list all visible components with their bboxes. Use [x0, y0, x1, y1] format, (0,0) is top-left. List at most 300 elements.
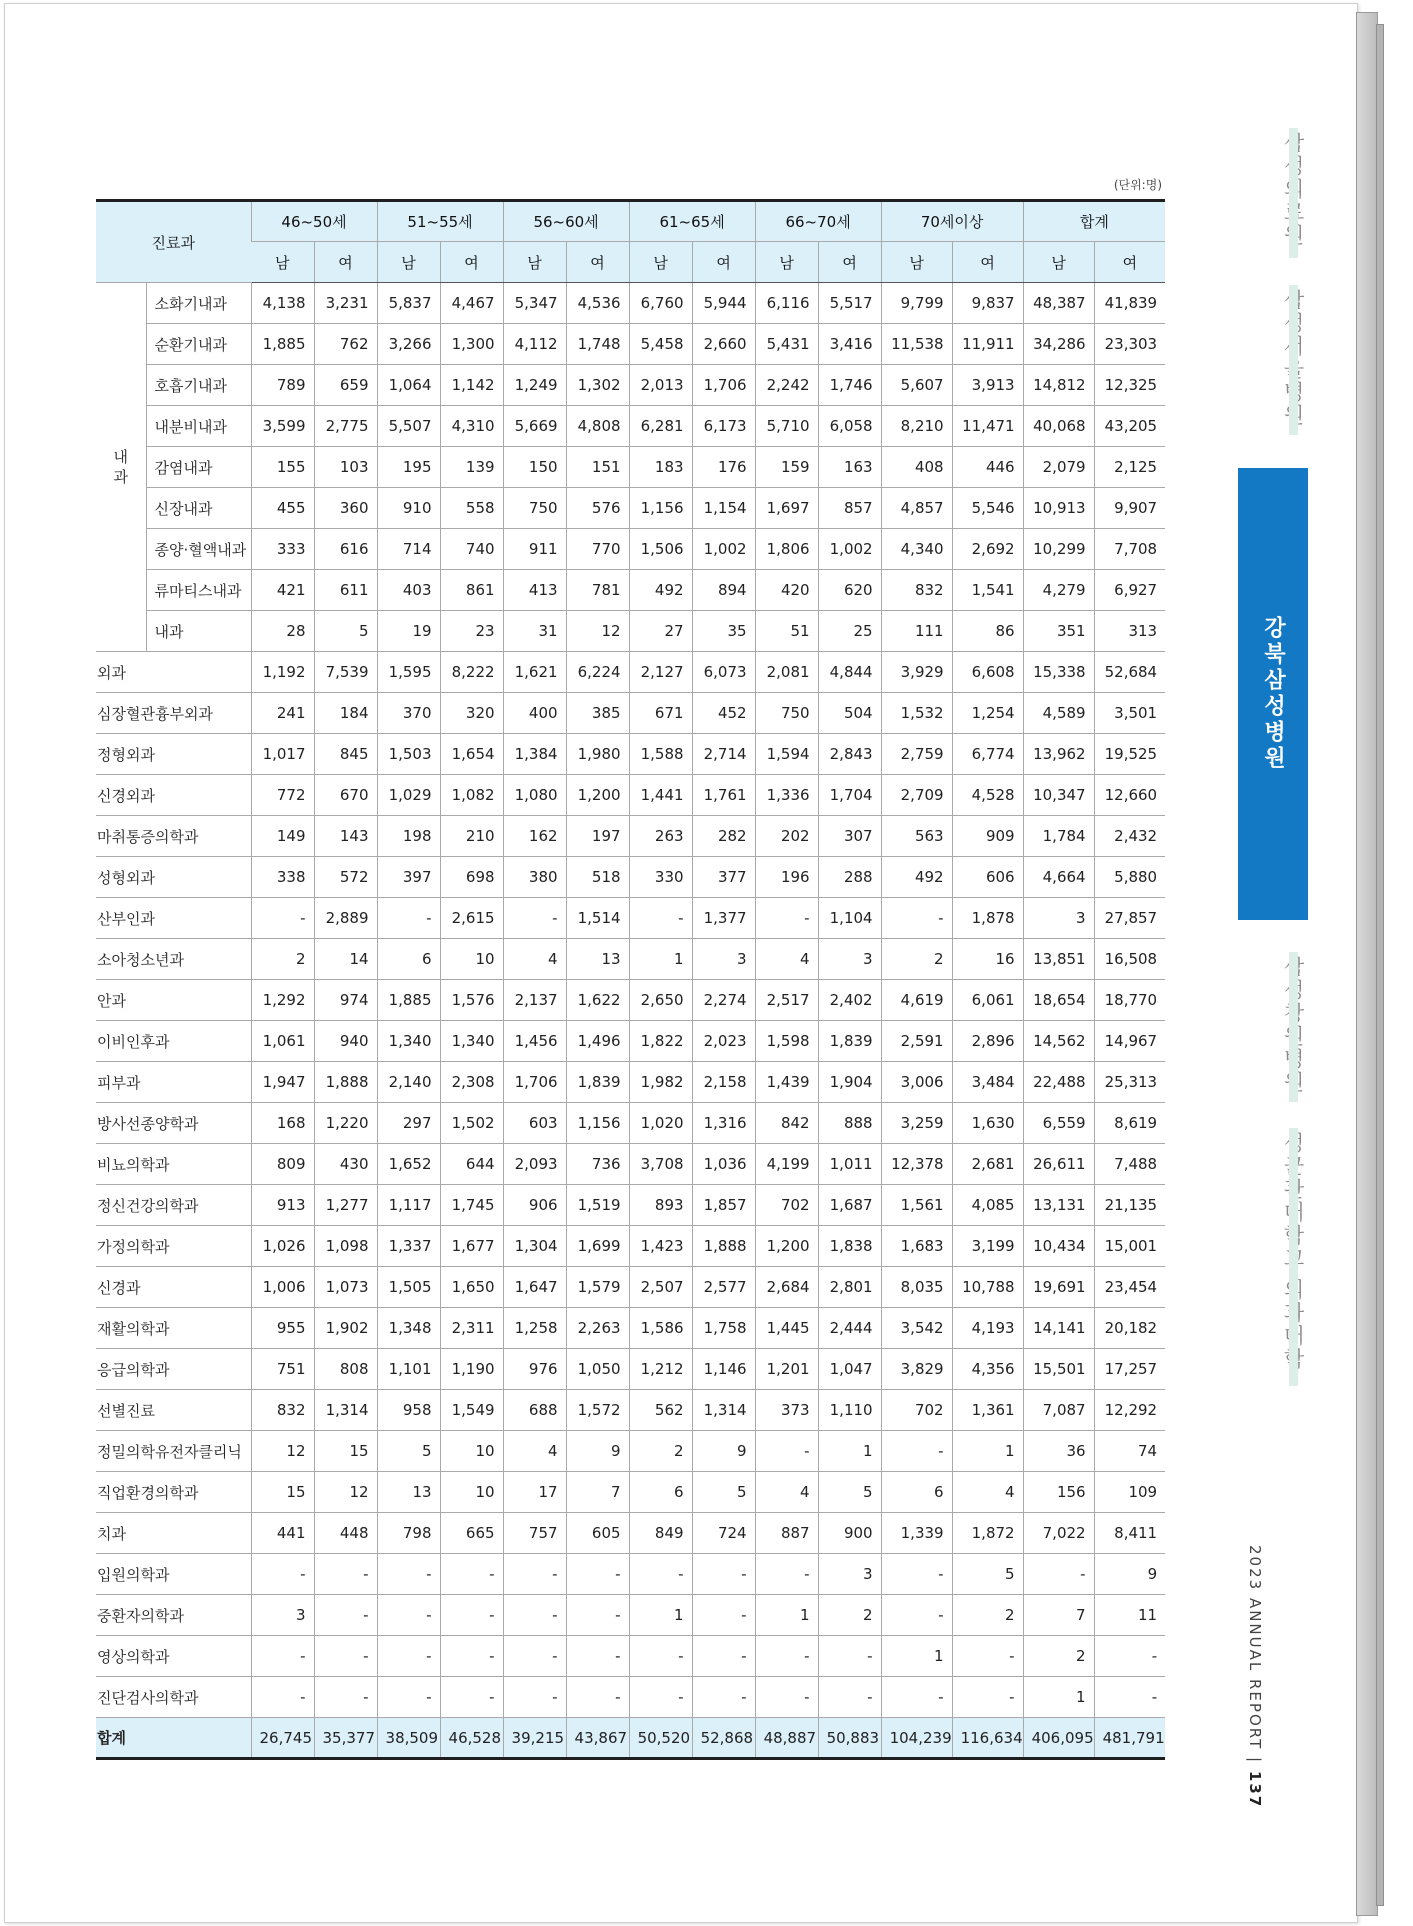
value-cell: 3,199	[952, 1226, 1023, 1267]
value-cell: 659	[314, 365, 377, 406]
value-cell: 4,356	[952, 1349, 1023, 1390]
value-cell: 11,538	[881, 324, 952, 365]
value-cell: 1,314	[314, 1390, 377, 1431]
value-cell: 5,880	[1094, 857, 1165, 898]
value-cell: 563	[881, 816, 952, 857]
value-cell: 14,141	[1023, 1308, 1094, 1349]
value-cell: 377	[692, 857, 755, 898]
value-cell: 307	[818, 816, 881, 857]
value-cell: 2,709	[881, 775, 952, 816]
value-cell: 1,885	[377, 980, 440, 1021]
value-cell: 492	[629, 570, 692, 611]
value-cell: 665	[440, 1513, 503, 1554]
department-name: 진단검사의학과	[96, 1677, 251, 1718]
value-cell: -	[251, 1636, 314, 1677]
value-cell: 210	[440, 816, 503, 857]
report-title: 2023 ANNUAL REPORT	[1246, 1545, 1264, 1751]
value-cell: 12	[566, 611, 629, 652]
value-cell: -	[377, 1677, 440, 1718]
value-cell: 772	[251, 775, 314, 816]
value-cell: 2,444	[818, 1308, 881, 1349]
value-cell: 3,259	[881, 1103, 952, 1144]
value-cell: 751	[251, 1349, 314, 1390]
table-row	[96, 1103, 1165, 1144]
value-cell: 4,808	[566, 406, 629, 447]
header-female: 여	[314, 242, 377, 283]
value-cell: -	[952, 1636, 1023, 1677]
value-cell: 11,911	[952, 324, 1023, 365]
tab-label: 강북삼성병원	[1260, 616, 1286, 772]
value-cell: 605	[566, 1513, 629, 1554]
value-cell: 894	[692, 570, 755, 611]
value-cell: 1,104	[818, 898, 881, 939]
table-row	[96, 1595, 1165, 1636]
value-cell: 19,691	[1023, 1267, 1094, 1308]
value-cell: 48,387	[1023, 283, 1094, 324]
value-cell: -	[952, 1677, 1023, 1718]
value-cell: 12	[314, 1472, 377, 1513]
department-name: 신경과	[96, 1267, 251, 1308]
value-cell: 1,377	[692, 898, 755, 939]
value-cell: 4,138	[251, 283, 314, 324]
value-cell: 2,402	[818, 980, 881, 1021]
value-cell: 2,013	[629, 365, 692, 406]
value-cell: 40,068	[1023, 406, 1094, 447]
value-cell: -	[629, 1554, 692, 1595]
value-cell: 19,525	[1094, 734, 1165, 775]
value-cell: 150	[503, 447, 566, 488]
value-cell: 6,774	[952, 734, 1023, 775]
value-cell: 1,337	[377, 1226, 440, 1267]
tab-kangbuk-samsung-hospital[interactable]	[1238, 468, 1308, 920]
header-age-56-60: 56~60세	[503, 201, 629, 242]
table-row	[96, 898, 1165, 939]
value-cell: 20,182	[1094, 1308, 1165, 1349]
value-cell: 15	[251, 1472, 314, 1513]
value-cell: 86	[952, 611, 1023, 652]
value-cell: 430	[314, 1144, 377, 1185]
value-cell: 842	[755, 1103, 818, 1144]
value-cell: 7	[566, 1472, 629, 1513]
value-cell: 1,506	[629, 529, 692, 570]
value-cell: 3,929	[881, 652, 952, 693]
header-age-51-55: 51~55세	[377, 201, 503, 242]
value-cell: 1,839	[566, 1062, 629, 1103]
department-name: 안과	[96, 980, 251, 1021]
value-cell: 1,697	[755, 488, 818, 529]
value-cell: 35	[692, 611, 755, 652]
value-cell: 263	[629, 816, 692, 857]
table-row	[96, 1513, 1165, 1554]
value-cell: 6,760	[629, 283, 692, 324]
value-cell: 151	[566, 447, 629, 488]
value-cell: 52,684	[1094, 652, 1165, 693]
value-cell: 492	[881, 857, 952, 898]
value-cell: -	[377, 1595, 440, 1636]
value-cell: 1,156	[566, 1103, 629, 1144]
value-cell: 736	[566, 1144, 629, 1185]
value-cell: 184	[314, 693, 377, 734]
value-cell: 8,619	[1094, 1103, 1165, 1144]
value-cell: 2,140	[377, 1062, 440, 1103]
value-cell: 644	[440, 1144, 503, 1185]
value-cell: 1,902	[314, 1308, 377, 1349]
value-cell: 1,677	[440, 1226, 503, 1267]
value-cell: 51	[755, 611, 818, 652]
department-name: 순환기내과	[146, 324, 251, 365]
value-cell: 25,313	[1094, 1062, 1165, 1103]
value-cell: 1,904	[818, 1062, 881, 1103]
value-cell: 5	[692, 1472, 755, 1513]
value-cell: 6,224	[566, 652, 629, 693]
value-cell: 906	[503, 1185, 566, 1226]
value-cell: 5	[952, 1554, 1023, 1595]
header-male: 남	[881, 242, 952, 283]
value-cell: 1	[629, 939, 692, 980]
table-row	[96, 775, 1165, 816]
value-cell: 2,242	[755, 365, 818, 406]
value-cell: 1,073	[314, 1267, 377, 1308]
value-cell: 4,844	[818, 652, 881, 693]
value-cell: 1,503	[377, 734, 440, 775]
value-cell: 1,857	[692, 1185, 755, 1226]
table-row	[96, 980, 1165, 1021]
value-cell: 1,532	[881, 693, 952, 734]
value-cell: -	[314, 1677, 377, 1718]
value-cell: -	[503, 1677, 566, 1718]
value-cell: 8,411	[1094, 1513, 1165, 1554]
value-cell: 910	[377, 488, 440, 529]
table-row	[96, 1349, 1165, 1390]
value-cell: 1,340	[377, 1021, 440, 1062]
value-cell: 5,607	[881, 365, 952, 406]
value-cell: 25	[818, 611, 881, 652]
value-cell: 2,681	[952, 1144, 1023, 1185]
value-cell: 23,454	[1094, 1267, 1165, 1308]
value-cell: 1,212	[629, 1349, 692, 1390]
table-row	[96, 1062, 1165, 1103]
value-cell: -	[881, 1554, 952, 1595]
value-cell: 1,300	[440, 324, 503, 365]
value-cell: 770	[566, 529, 629, 570]
table-row	[96, 447, 1165, 488]
value-cell: -	[440, 1595, 503, 1636]
department-name: 치과	[96, 1513, 251, 1554]
table-row	[96, 1554, 1165, 1595]
value-cell: 397	[377, 857, 440, 898]
value-cell: 1,110	[818, 1390, 881, 1431]
value-cell: 2,125	[1094, 447, 1165, 488]
value-cell: 4,528	[952, 775, 1023, 816]
value-cell: 23	[440, 611, 503, 652]
value-cell: 893	[629, 1185, 692, 1226]
value-cell: 1,622	[566, 980, 629, 1021]
value-cell: 1,748	[566, 324, 629, 365]
value-cell: 13,962	[1023, 734, 1094, 775]
value-cell: 845	[314, 734, 377, 775]
value-cell: 12,292	[1094, 1390, 1165, 1431]
value-cell: 1,029	[377, 775, 440, 816]
value-cell: 313	[1094, 611, 1165, 652]
value-cell: 7,488	[1094, 1144, 1165, 1185]
value-cell: 1,683	[881, 1226, 952, 1267]
value-cell: 757	[503, 1513, 566, 1554]
value-cell: 1,982	[629, 1062, 692, 1103]
department-name: 비뇨의학과	[96, 1144, 251, 1185]
header-age-61-65: 61~65세	[629, 201, 755, 242]
value-cell: 900	[818, 1513, 881, 1554]
value-cell: 413	[503, 570, 566, 611]
value-cell: 27	[629, 611, 692, 652]
table-row	[96, 1185, 1165, 1226]
value-cell: 2,311	[440, 1308, 503, 1349]
department-name: 외과	[96, 652, 251, 693]
value-cell: -	[377, 1554, 440, 1595]
value-cell: 1,758	[692, 1308, 755, 1349]
value-cell: 1,304	[503, 1226, 566, 1267]
value-cell: 3,829	[881, 1349, 952, 1390]
page-footer	[1238, 1545, 1264, 1808]
value-cell: 1,572	[566, 1390, 629, 1431]
table-row	[96, 324, 1165, 365]
value-cell: 5,837	[377, 283, 440, 324]
department-name: 소화기내과	[146, 283, 251, 324]
value-cell: 320	[440, 693, 503, 734]
value-cell: 2,896	[952, 1021, 1023, 1062]
value-cell: 2	[952, 1595, 1023, 1636]
value-cell: 2,081	[755, 652, 818, 693]
value-cell: 18,654	[1023, 980, 1094, 1021]
value-cell: 15,338	[1023, 652, 1094, 693]
value-cell: -	[629, 898, 692, 939]
value-cell: 2,274	[692, 980, 755, 1021]
value-cell: 12	[251, 1431, 314, 1472]
department-name: 내분비내과	[146, 406, 251, 447]
value-cell: 2,517	[755, 980, 818, 1021]
value-cell: 10	[440, 1431, 503, 1472]
value-cell: 13,851	[1023, 939, 1094, 980]
value-cell: 35,377	[314, 1718, 377, 1759]
tab-bar	[1289, 128, 1298, 258]
value-cell: 10	[440, 939, 503, 980]
value-cell: 1,878	[952, 898, 1023, 939]
value-cell: 48,887	[755, 1718, 818, 1759]
value-cell: 1	[818, 1431, 881, 1472]
page-number: 137	[1246, 1770, 1264, 1809]
value-cell: 10,913	[1023, 488, 1094, 529]
value-cell: 373	[755, 1390, 818, 1431]
value-cell: 808	[314, 1349, 377, 1390]
value-cell: 1,519	[566, 1185, 629, 1226]
value-cell: -	[314, 1636, 377, 1677]
value-cell: 2,137	[503, 980, 566, 1021]
value-cell: 8,035	[881, 1267, 952, 1308]
value-cell: 1,706	[692, 365, 755, 406]
value-cell: 1,142	[440, 365, 503, 406]
table-row	[96, 1021, 1165, 1062]
value-cell: 420	[755, 570, 818, 611]
value-cell: 2,079	[1023, 447, 1094, 488]
value-cell: 43,867	[566, 1718, 629, 1759]
value-cell: 11,471	[952, 406, 1023, 447]
header-male: 남	[503, 242, 566, 283]
value-cell: 1	[881, 1636, 952, 1677]
value-cell: 909	[952, 816, 1023, 857]
value-cell: 1,699	[566, 1226, 629, 1267]
value-cell: 1,201	[755, 1349, 818, 1390]
value-cell: 750	[503, 488, 566, 529]
value-cell: 1,154	[692, 488, 755, 529]
value-cell: 1,082	[440, 775, 503, 816]
table-row	[96, 1226, 1165, 1267]
value-cell: 1,192	[251, 652, 314, 693]
table-row	[96, 1472, 1165, 1513]
value-cell: 762	[314, 324, 377, 365]
value-cell: -	[692, 1636, 755, 1677]
value-cell: 6,116	[755, 283, 818, 324]
value-cell: 7,087	[1023, 1390, 1094, 1431]
value-cell: 8,222	[440, 652, 503, 693]
value-cell: 4,589	[1023, 693, 1094, 734]
department-age-table	[96, 199, 1165, 1760]
value-cell: 3,006	[881, 1062, 952, 1103]
value-cell: 911	[503, 529, 566, 570]
value-cell: 1,549	[440, 1390, 503, 1431]
value-cell: 1,249	[503, 365, 566, 406]
value-cell: 1,505	[377, 1267, 440, 1308]
header-row-age	[96, 201, 1165, 242]
value-cell: 297	[377, 1103, 440, 1144]
value-cell: -	[692, 1595, 755, 1636]
value-cell: 2,263	[566, 1308, 629, 1349]
value-cell: 74	[1094, 1431, 1165, 1472]
value-cell: 16,508	[1094, 939, 1165, 980]
table-header	[96, 201, 1165, 283]
value-cell: 1,687	[818, 1185, 881, 1226]
value-cell: 12,660	[1094, 775, 1165, 816]
value-cell: 1,761	[692, 775, 755, 816]
value-cell: 13	[566, 939, 629, 980]
value-cell: 1,630	[952, 1103, 1023, 1144]
table-row	[96, 734, 1165, 775]
value-cell: 1,002	[818, 529, 881, 570]
value-cell: 1,594	[755, 734, 818, 775]
table-row	[96, 365, 1165, 406]
value-cell: 620	[818, 570, 881, 611]
value-cell: -	[566, 1554, 629, 1595]
value-cell: -	[755, 1636, 818, 1677]
value-cell: 1,439	[755, 1062, 818, 1103]
value-cell: 702	[881, 1390, 952, 1431]
tab-samsung-medical-center[interactable]	[1238, 128, 1308, 258]
department-name: 신경외과	[96, 775, 251, 816]
tab-samsung-seoul-hospital[interactable]	[1238, 285, 1308, 435]
value-cell: 611	[314, 570, 377, 611]
value-cell: 958	[377, 1390, 440, 1431]
value-cell: 13	[377, 1472, 440, 1513]
header-dept: 진료과	[96, 201, 251, 283]
value-cell: -	[881, 1677, 952, 1718]
tab-samsung-changwon-hospital[interactable]	[1238, 952, 1308, 1102]
table-row	[96, 1308, 1165, 1349]
department-name: 종양·혈액내과	[146, 529, 251, 570]
value-cell: -	[503, 898, 566, 939]
value-cell: 17,257	[1094, 1349, 1165, 1390]
value-cell: 6,559	[1023, 1103, 1094, 1144]
value-cell: -	[566, 1677, 629, 1718]
table-body	[96, 283, 1165, 1718]
value-cell: 976	[503, 1349, 566, 1390]
value-cell: 14	[314, 939, 377, 980]
value-cell: 857	[818, 488, 881, 529]
value-cell: 1,047	[818, 1349, 881, 1390]
page-stack-edge-back	[1376, 24, 1384, 1906]
value-cell: 333	[251, 529, 314, 570]
value-cell: 6,927	[1094, 570, 1165, 611]
value-cell: 406,095	[1023, 1718, 1094, 1759]
value-cell: 7,022	[1023, 1513, 1094, 1554]
value-cell: 116,634	[952, 1718, 1023, 1759]
value-cell: 408	[881, 447, 952, 488]
value-cell: 3	[251, 1595, 314, 1636]
header-age-46-50: 46~50세	[251, 201, 377, 242]
value-cell: 671	[629, 693, 692, 734]
value-cell: -	[503, 1554, 566, 1595]
value-cell: 400	[503, 693, 566, 734]
header-female: 여	[1094, 242, 1165, 283]
header-male: 남	[629, 242, 692, 283]
value-cell: 10,299	[1023, 529, 1094, 570]
value-cell: 380	[503, 857, 566, 898]
value-cell: 2,660	[692, 324, 755, 365]
value-cell: 15	[314, 1431, 377, 1472]
value-cell: 2	[881, 939, 952, 980]
value-cell: -	[755, 1431, 818, 1472]
value-cell: 1,502	[440, 1103, 503, 1144]
total-row	[96, 1718, 1165, 1759]
value-cell: 3,266	[377, 324, 440, 365]
table-row	[96, 611, 1165, 652]
value-cell: -	[755, 1677, 818, 1718]
value-cell: 1,496	[566, 1021, 629, 1062]
value-cell: 4,085	[952, 1185, 1023, 1226]
value-cell: 2,801	[818, 1267, 881, 1308]
value-cell: 17	[503, 1472, 566, 1513]
header-age-66-70: 66~70세	[755, 201, 881, 242]
value-cell: 4,112	[503, 324, 566, 365]
tab-skku-medical-school[interactable]	[1238, 1128, 1308, 1386]
value-cell: 10,347	[1023, 775, 1094, 816]
value-cell: 202	[755, 816, 818, 857]
value-cell: 1,647	[503, 1267, 566, 1308]
header-female: 여	[440, 242, 503, 283]
value-cell: -	[818, 1677, 881, 1718]
value-cell: 288	[818, 857, 881, 898]
value-cell: 370	[377, 693, 440, 734]
value-cell: 1,254	[952, 693, 1023, 734]
value-cell: 351	[1023, 611, 1094, 652]
value-cell: 887	[755, 1513, 818, 1554]
value-cell: 2,308	[440, 1062, 503, 1103]
value-cell: 1,384	[503, 734, 566, 775]
value-cell: -	[440, 1677, 503, 1718]
value-cell: 1,080	[503, 775, 566, 816]
value-cell: 156	[1023, 1472, 1094, 1513]
value-cell: 1,947	[251, 1062, 314, 1103]
value-cell: 2,158	[692, 1062, 755, 1103]
value-cell: 4,193	[952, 1308, 1023, 1349]
value-cell: -	[377, 898, 440, 939]
